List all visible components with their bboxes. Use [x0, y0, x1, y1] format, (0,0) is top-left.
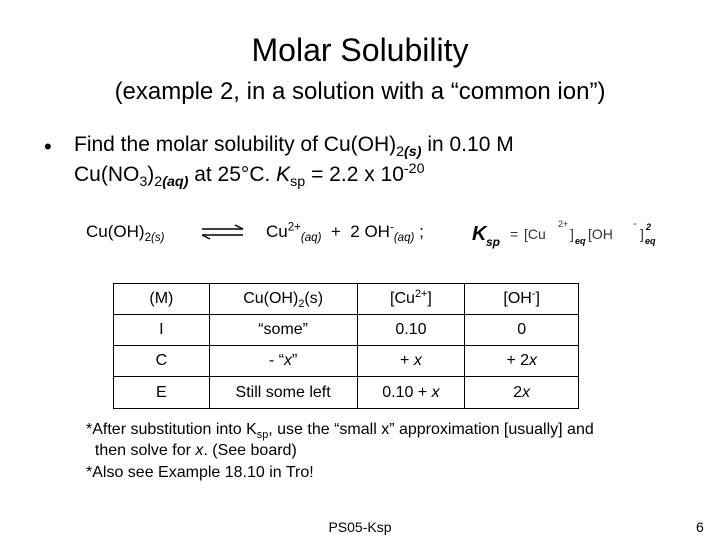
slide-subtitle: (example 2, in a solution with a “common ion”)	[114, 78, 606, 105]
ksp-eq-1: eq	[575, 236, 586, 246]
ksp-power: 2	[646, 222, 652, 232]
ice-table	[113, 283, 579, 409]
cell: - “x”	[209, 346, 357, 377]
ksp-k: K	[472, 223, 487, 245]
table-row-initial	[114, 315, 579, 346]
cell: + 2x	[465, 346, 579, 377]
ksp-eq-2: eq	[645, 236, 656, 246]
problem-statement-line-2: $Cu(NO_3)_{2(aq)}$ at 25°C. $K_{sp} = 2.2$ x $10^{-20}$	[74, 161, 425, 190]
note-line-1: *After substitution into $K_{sp}$, use the “small x” approximation [usually] and	[86, 421, 594, 441]
ksp-sub: sp	[486, 235, 501, 249]
table-row-header	[114, 284, 579, 315]
cell: “some”	[209, 315, 357, 346]
ksp-cu: [Cu	[524, 226, 546, 242]
table-row-change	[114, 346, 579, 377]
row-label: C	[114, 346, 210, 377]
slide-footer: PS05-Ksp	[328, 519, 392, 535]
page-number: 6	[696, 519, 704, 535]
equilibrium-arrows-icon	[200, 224, 246, 240]
ksp-cu-close: ]	[570, 226, 574, 242]
ksp-oh-charge: -	[633, 218, 637, 230]
cell: Still some left	[209, 377, 357, 409]
row-label: E	[114, 377, 210, 409]
cell: 0.10 + x	[357, 377, 465, 409]
ksp-expression	[472, 214, 662, 254]
ksp-oh-close: ]	[640, 226, 644, 242]
note-line-2: then solve for x. (See board)	[86, 442, 297, 459]
ksp-cu-charge: 2+	[558, 219, 569, 229]
header-units: (M)	[114, 284, 210, 315]
header-cu: $[Cu^{2+}]$	[357, 284, 465, 315]
cell: + x	[357, 346, 465, 377]
equation-reactant: $Cu(OH)_{2(s)}$	[86, 222, 165, 245]
note-line-3: *Also see Example 18.10 in Tro!	[86, 464, 314, 481]
cell: 0.10	[357, 315, 465, 346]
slide-title: Molar Solubility	[251, 32, 469, 68]
equation-products: $Cu^{2+}_{(aq)} + 2$ $OH^-_{(aq)}$ ;	[266, 221, 424, 245]
header-oh: [OH-]	[465, 284, 579, 315]
header-cuoh2: $Cu(OH)_2(s)$	[209, 284, 357, 315]
ksp-equals: =	[510, 226, 519, 242]
ksp-oh: [OH	[588, 226, 613, 242]
bullet-marker: •	[44, 134, 52, 159]
row-label: I	[114, 315, 210, 346]
cell: 2x	[465, 377, 579, 409]
cell: 0	[465, 315, 579, 346]
table-row-equilibrium	[114, 377, 579, 409]
problem-statement-line-1: Find the molar solubility of $Cu(OH)_{2(s)}$ in 0.10 M	[74, 133, 514, 160]
